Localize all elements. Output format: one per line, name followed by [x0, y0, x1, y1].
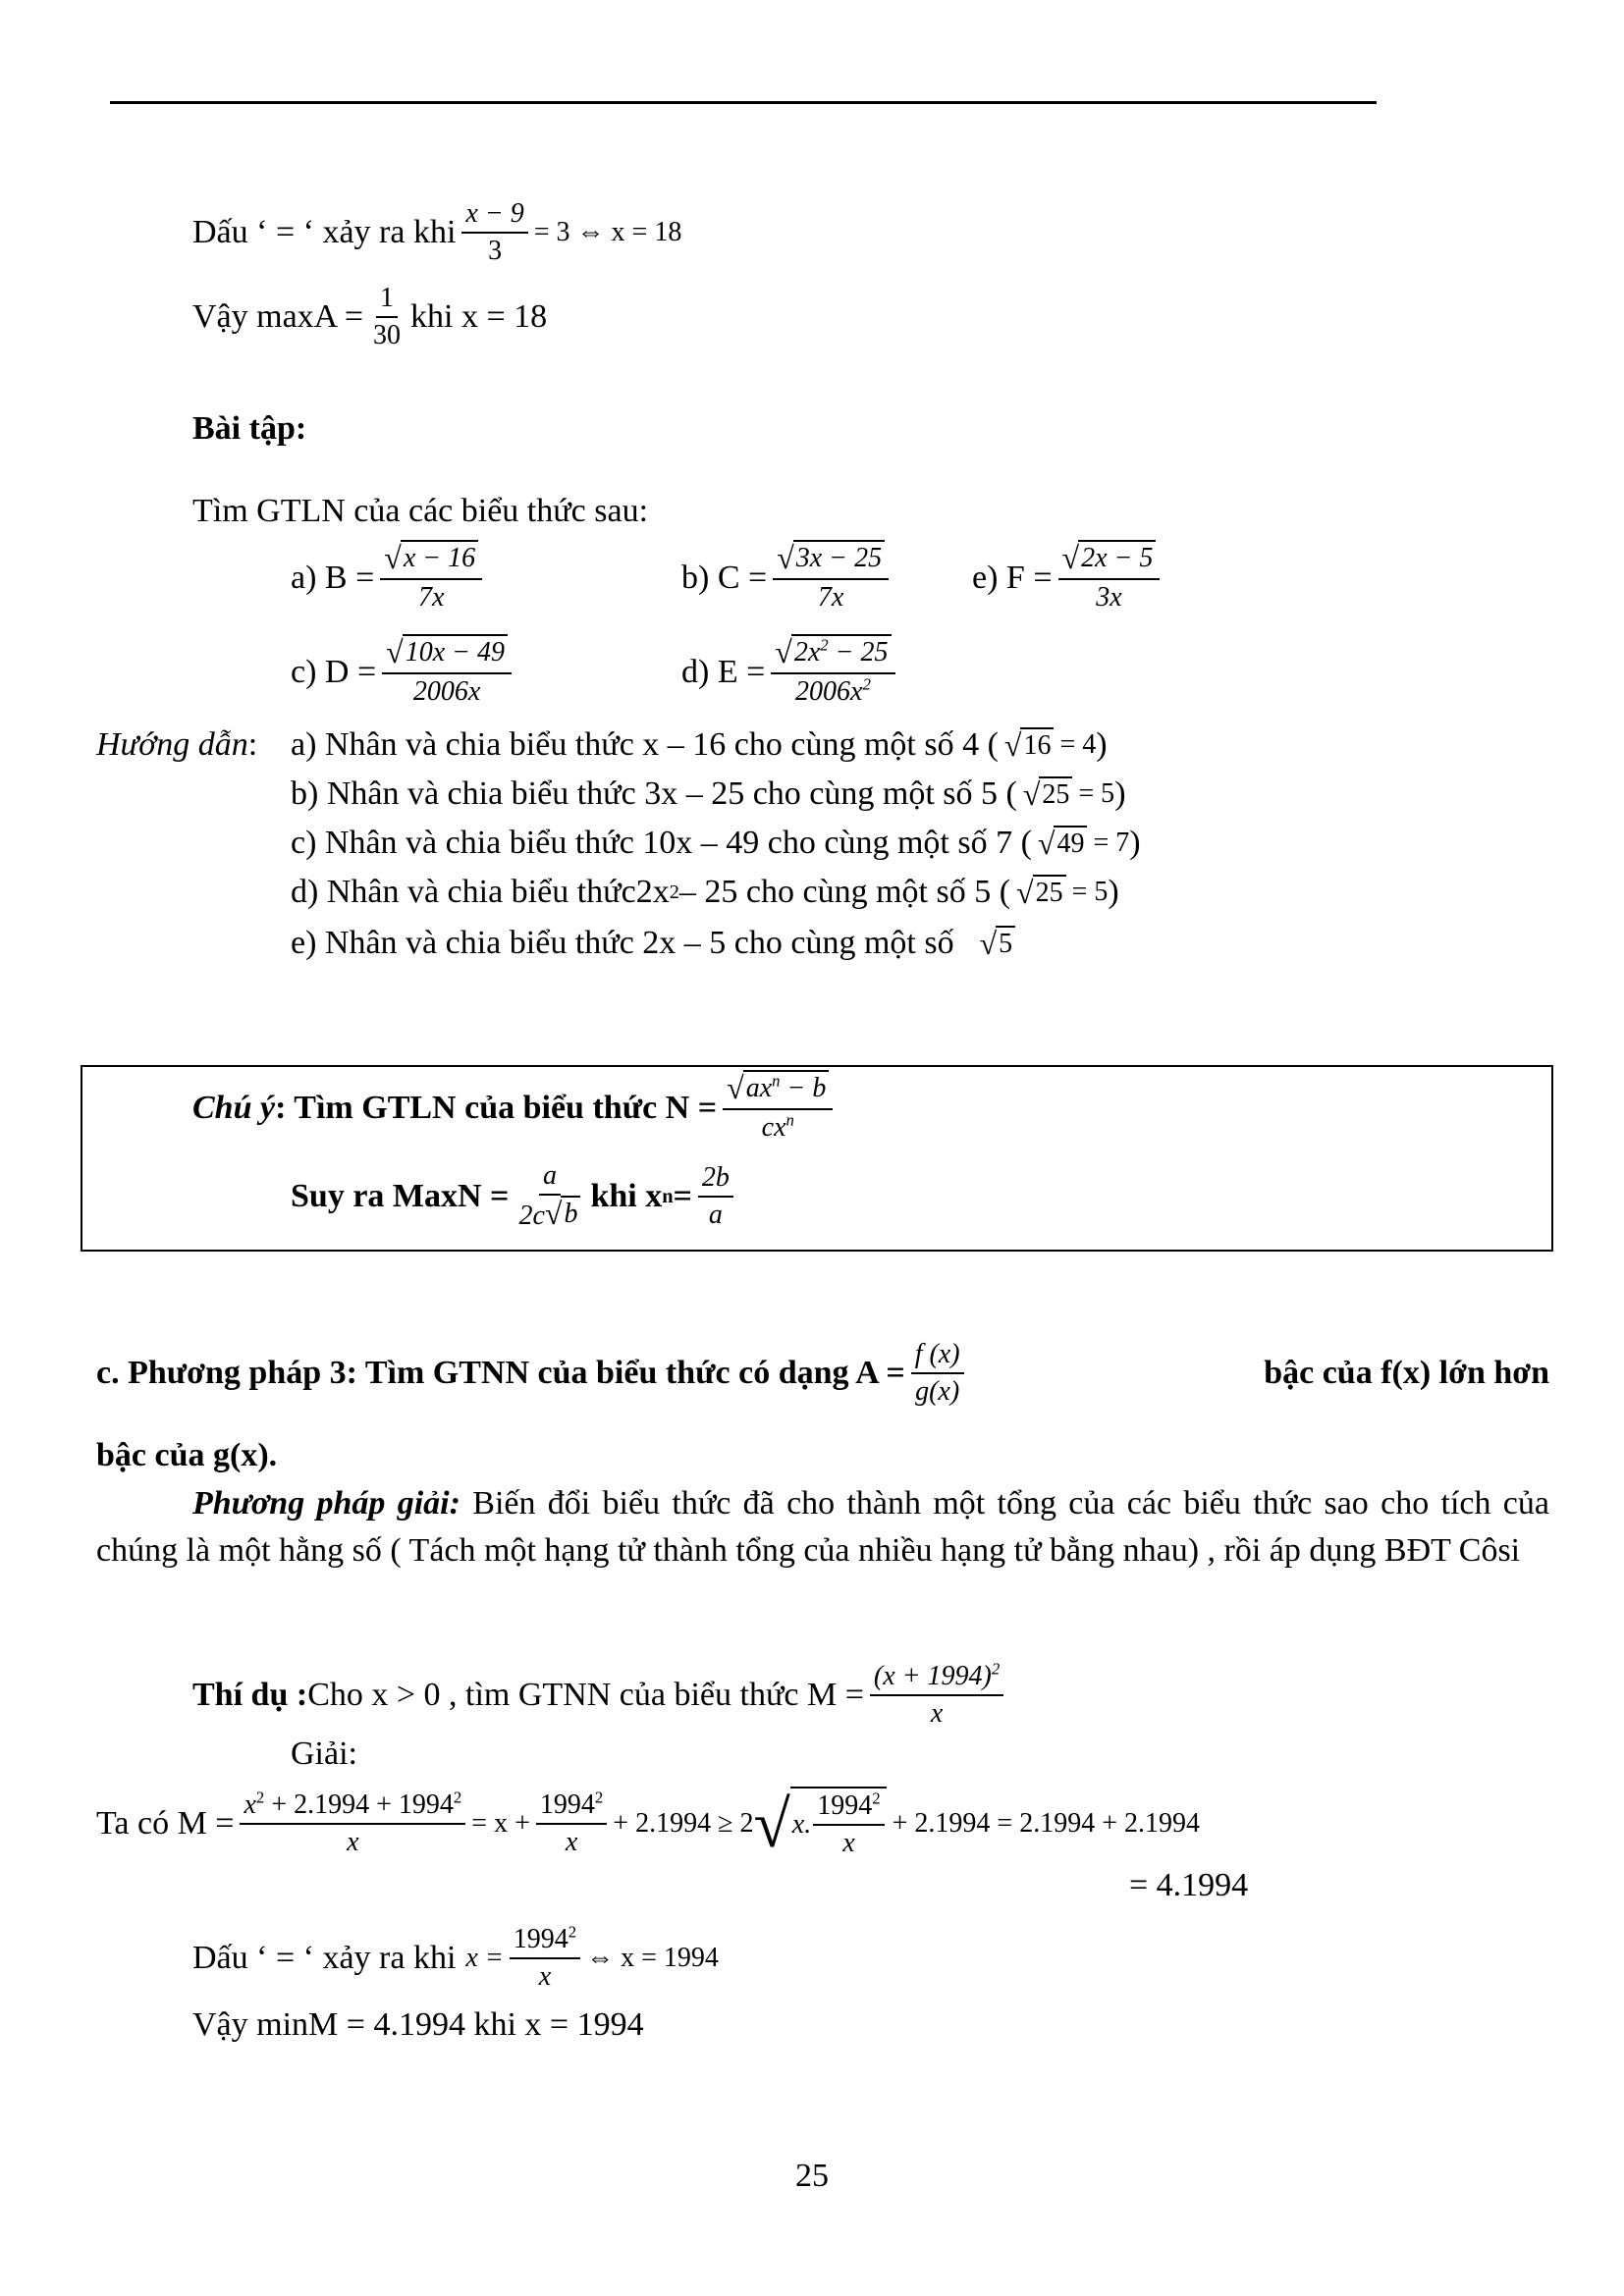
denominator: a	[708, 1199, 723, 1230]
max-result-line	[192, 281, 547, 353]
exercise-intro: Tìm GTLN của các biểu thức sau:	[192, 493, 649, 529]
fraction	[536, 1788, 607, 1860]
denominator: 30	[373, 320, 402, 350]
numerator: √ $ax^n - b$	[723, 1070, 833, 1110]
item-label: c) D =	[291, 653, 377, 690]
fraction	[369, 281, 405, 353]
fraction	[870, 1659, 1003, 1732]
fraction	[723, 1070, 833, 1146]
min-equality-line: Dấu ‘ = ‘ xảy ra khi x = $\frac{1994^2}{x}$ ⇔ x = 1994	[192, 1922, 719, 1995]
fraction	[698, 1160, 733, 1233]
denominator: x	[565, 1827, 578, 1857]
calculation-result: = 4.1994	[1129, 1867, 1249, 1903]
method3-heading-cont: bậc của g(x).	[96, 1437, 278, 1473]
denominator: x	[930, 1698, 944, 1729]
sqrt: √ 49	[1038, 826, 1088, 861]
fraction	[911, 1337, 964, 1410]
numerator: 2b	[698, 1160, 733, 1198]
max-condition: khi x = 18	[410, 298, 548, 335]
denominator: x	[538, 1961, 552, 1992]
fraction	[380, 540, 482, 615]
exercise-item-b	[681, 540, 894, 615]
numerator: √ 2x − 5	[1058, 540, 1161, 580]
max-text: Vậy maxA =	[192, 298, 364, 335]
guide-line-a: a) Nhân và chia biểu thức x – 16 cho cùng một số 4 ( √ 16 = 4 )	[291, 726, 1108, 763]
numerator: 1	[376, 281, 398, 318]
guide-line-b: b) Nhân và chia biểu thức 3x – 25 cho cùng một số 5 ( √ 25 = 5 )	[291, 775, 1126, 812]
denominator: 2006x	[412, 676, 481, 707]
guide-line-e: e) Nhân và chia biểu thức 2x – 5 cho cùng một số √ 5	[291, 925, 1015, 962]
page-number: 25	[795, 2158, 829, 2194]
denominator: 3	[488, 236, 503, 266]
denominator: 2c √ b	[514, 1196, 584, 1234]
numerator: a	[539, 1158, 561, 1196]
item-label: a) B =	[291, 559, 375, 596]
fraction	[240, 1788, 465, 1860]
numerator: √ $2x^2 - 25$	[771, 634, 894, 674]
numerator: √ x − 16	[380, 540, 482, 580]
equality-condition-line	[192, 196, 681, 269]
guide-label: Hướng dẫn:	[96, 726, 258, 763]
fraction	[514, 1158, 584, 1234]
sqrt: √ 25	[1016, 875, 1066, 910]
guide-line-d: d) Nhân và chia biểu thức2x 2 – 25 cho cùng một số 5 ( √ 25 = 5 )	[291, 874, 1119, 910]
numerator: f (x)	[911, 1337, 964, 1374]
numerator: $(x + 1994)^2$	[870, 1659, 1003, 1696]
denominator: g(x)	[915, 1376, 960, 1407]
conclusion-line: Vậy minM = 4.1994 khi x = 1994	[192, 2006, 644, 2043]
denominator: x	[347, 1827, 359, 1857]
item-label: b) C =	[681, 559, 768, 596]
method3-heading: c. Phương pháp 3: Tìm GTNN của biểu thức có dạng A = $\frac{f (x)}{g(x)}$ bậc của f(x) lớn hơn	[96, 1337, 1549, 1410]
sqrt: √ 5	[980, 926, 1016, 961]
equation-rest: = 3 ⇔ x = 18	[533, 217, 682, 247]
fraction	[1058, 540, 1161, 615]
denominator: 7x	[817, 582, 844, 613]
exercise-item-e	[972, 540, 1165, 615]
note-line-1: Chú ý : Tìm GTLN của biểu thức N = √ $ax^n - b$ $cx^n$	[192, 1070, 839, 1146]
note-line-2: Suy ra MaxN = a 2c √ b khi x n = $\frac{2b}{a}$	[291, 1158, 739, 1234]
numerator: √ 10x − 49	[382, 634, 512, 674]
calculation-line: Ta có M = $\frac{x^2 + 2.1994 + 1994^2}{x}$ = x + $\frac{1994^2}{x}$ + 2.1994 ≥ 2 √ x. $\frac{1994^2}{x}$ + 2.1994 = 2.1994 + 2.1994	[96, 1787, 1200, 1861]
guide-line-c: c) Nhân và chia biểu thức 10x – 49 cho cùng một số 7 ( √ 49 = 7 )	[291, 825, 1141, 861]
item-label: d) E =	[681, 653, 766, 690]
numerator: 1994$^2$	[510, 1922, 580, 1959]
sqrt: √ 25	[1023, 776, 1073, 812]
sqrt: √ 16	[1004, 727, 1055, 763]
big-sqrt: √ x. $\frac{1994^2}{x}$	[753, 1785, 886, 1863]
example-line: Thí dụ : Cho x > 0 , tìm GTNN của biểu thức M = $\frac{(x + 1994)^2}{x}$	[192, 1659, 1009, 1732]
solution-label: Giải:	[291, 1735, 357, 1772]
exercise-item-a	[291, 540, 488, 615]
equality-text: Dấu ‘ = ‘ xảy ra khi	[192, 214, 457, 250]
fraction	[510, 1922, 580, 1995]
denominator: 3x	[1096, 582, 1122, 613]
exercise-item-d	[681, 634, 901, 710]
denominator: $cx^n$	[761, 1110, 794, 1143]
header-rule	[110, 101, 1377, 104]
numerator: √ 3x − 25	[773, 540, 889, 580]
method3-paragraph: Phương pháp giải: Biến đổi biểu thức đã cho thành một tổng của các biểu thức sao cho tích của chúng là một hằng số ( Tách một hạng tử thành tổng của nhiều hạng tử bằng nhau) , rồi áp dụng BĐT Côsi	[96, 1485, 1549, 1569]
item-label: e) F =	[972, 559, 1053, 596]
fraction	[461, 196, 527, 269]
numerator: $x^2 + 2.1994 + 1994^2$	[240, 1788, 465, 1825]
denominator: $2006x^2$	[795, 674, 871, 707]
fraction	[773, 540, 889, 615]
exercise-item-c	[291, 634, 517, 710]
denominator: 7x	[417, 582, 445, 613]
numerator: x − 9	[461, 196, 527, 234]
exercise-heading: Bài tập:	[192, 410, 307, 447]
fraction	[771, 634, 894, 710]
fraction	[382, 634, 512, 710]
numerator: 1994$^2$	[536, 1788, 607, 1825]
